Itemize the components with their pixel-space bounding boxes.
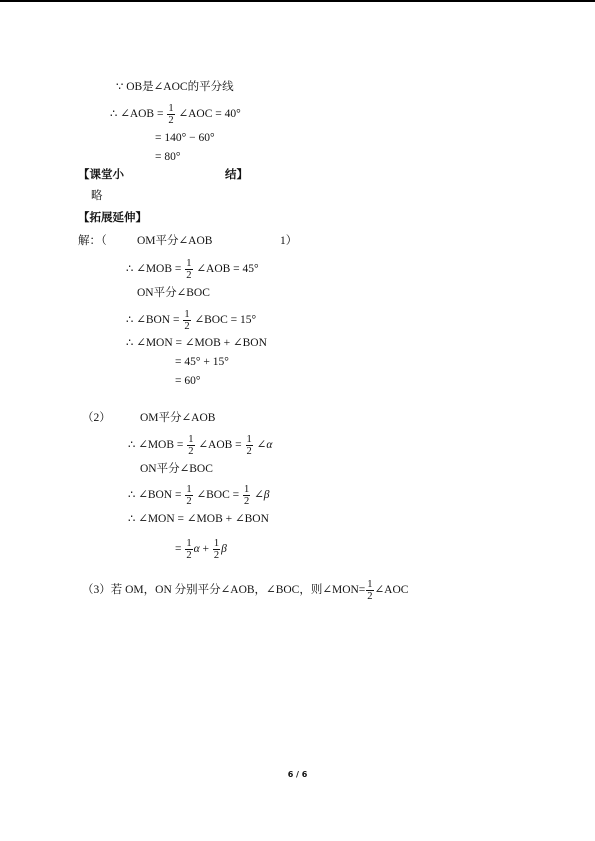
eq-rhs: ∠	[256, 439, 267, 452]
fraction-denominator: 2	[244, 496, 250, 507]
part2-line1: OM平分∠AOB	[140, 412, 216, 424]
fraction	[167, 103, 174, 126]
fraction-denominator: 2	[186, 270, 192, 281]
fraction-numerator: 1	[244, 484, 250, 495]
part2-label: （2）	[82, 412, 111, 424]
part2-line5: ∴ ∠MON = ∠MOB + ∠BON	[128, 513, 269, 525]
part1-label-right: 1）	[280, 235, 298, 247]
variable-alpha: α	[266, 439, 273, 452]
variable-alpha: α	[193, 543, 200, 556]
fraction	[185, 538, 192, 561]
eq-lhs: ∴ ∠BON =	[126, 314, 180, 327]
summary-heading-right: 结】	[225, 167, 248, 181]
part2-line6	[175, 538, 227, 561]
fraction-denominator: 2	[186, 550, 192, 561]
fraction-numerator: 1	[186, 258, 192, 269]
eq-sign: =	[175, 543, 182, 556]
extension-heading: 【拓展延伸】	[78, 210, 147, 224]
fraction	[185, 484, 192, 507]
eq-lhs: ∴ ∠MOB =	[126, 263, 182, 276]
part1-line6: = 45° + 15°	[175, 356, 229, 368]
fraction-denominator: 2	[168, 115, 174, 126]
part1-line2	[126, 258, 259, 281]
fraction-denominator: 2	[246, 446, 252, 457]
part2-line3: ON平分∠BOC	[140, 463, 213, 475]
fraction	[185, 258, 192, 281]
summary-heading-left: 【课堂小	[78, 167, 124, 181]
eq-rhs: ∠AOB = 45°	[196, 263, 259, 276]
fraction	[243, 484, 250, 507]
variable-beta: β	[221, 543, 227, 556]
equation-step: = 140° − 60°	[155, 132, 215, 144]
summary-text: 略	[91, 190, 103, 202]
eq-mid: ∠AOB =	[198, 439, 242, 452]
eq-lhs: ∴ ∠MOB =	[128, 439, 184, 452]
eq-rhs: ∠BOC = 15°	[194, 314, 257, 327]
equation-result: = 80°	[155, 151, 181, 163]
eq-rhs: ∠AOC = 40°	[178, 108, 241, 121]
page-number: 6 / 6	[287, 770, 308, 779]
fraction-numerator: 1	[213, 538, 220, 549]
fraction	[366, 579, 373, 602]
part1-label: 解：（	[78, 235, 107, 247]
part1-line3: ON平分∠BOC	[137, 287, 210, 299]
part1-line7: = 60°	[175, 375, 201, 387]
part3-text: （3）若 OM，ON 分别平分∠AOB，∠BOC，则∠MON=	[82, 584, 366, 597]
eq-lhs: ∴ ∠BON =	[128, 489, 182, 502]
part2-line4	[128, 484, 270, 507]
part1-line1: OM平分∠AOB	[137, 235, 213, 247]
fraction	[246, 434, 253, 457]
equation-aob	[110, 103, 241, 126]
fraction-numerator: 1	[186, 538, 192, 549]
eq-lhs: ∴ ∠AOB =	[110, 108, 164, 121]
fraction-denominator: 2	[213, 550, 220, 561]
part3-line	[82, 579, 408, 602]
top-border-line	[0, 0, 595, 2]
fraction-numerator: 1	[186, 484, 192, 495]
part1-line4	[126, 309, 256, 332]
eq-rhs: ∠	[254, 489, 264, 502]
fraction-numerator: 1	[246, 434, 252, 445]
part1-line5: ∴ ∠MON = ∠MOB + ∠BON	[126, 337, 267, 349]
reason-line: ∵ OB是∠AOC的平分线	[116, 81, 234, 93]
part3-rhs: ∠AOC	[374, 584, 409, 597]
fraction	[187, 434, 194, 457]
fraction-denominator: 2	[367, 591, 373, 602]
fraction	[213, 538, 220, 561]
fraction-numerator: 1	[188, 434, 194, 445]
fraction-numerator: 1	[367, 579, 373, 590]
fraction	[183, 309, 190, 332]
eq-mid: ∠BOC =	[196, 489, 240, 502]
fraction-denominator: 2	[186, 496, 192, 507]
fraction-numerator: 1	[168, 103, 174, 114]
fraction-denominator: 2	[188, 446, 194, 457]
part2-line2	[128, 434, 272, 457]
variable-beta: β	[263, 489, 270, 502]
fraction-denominator: 2	[184, 321, 190, 332]
fraction-numerator: 1	[184, 309, 190, 320]
plus-sign: +	[202, 543, 210, 556]
